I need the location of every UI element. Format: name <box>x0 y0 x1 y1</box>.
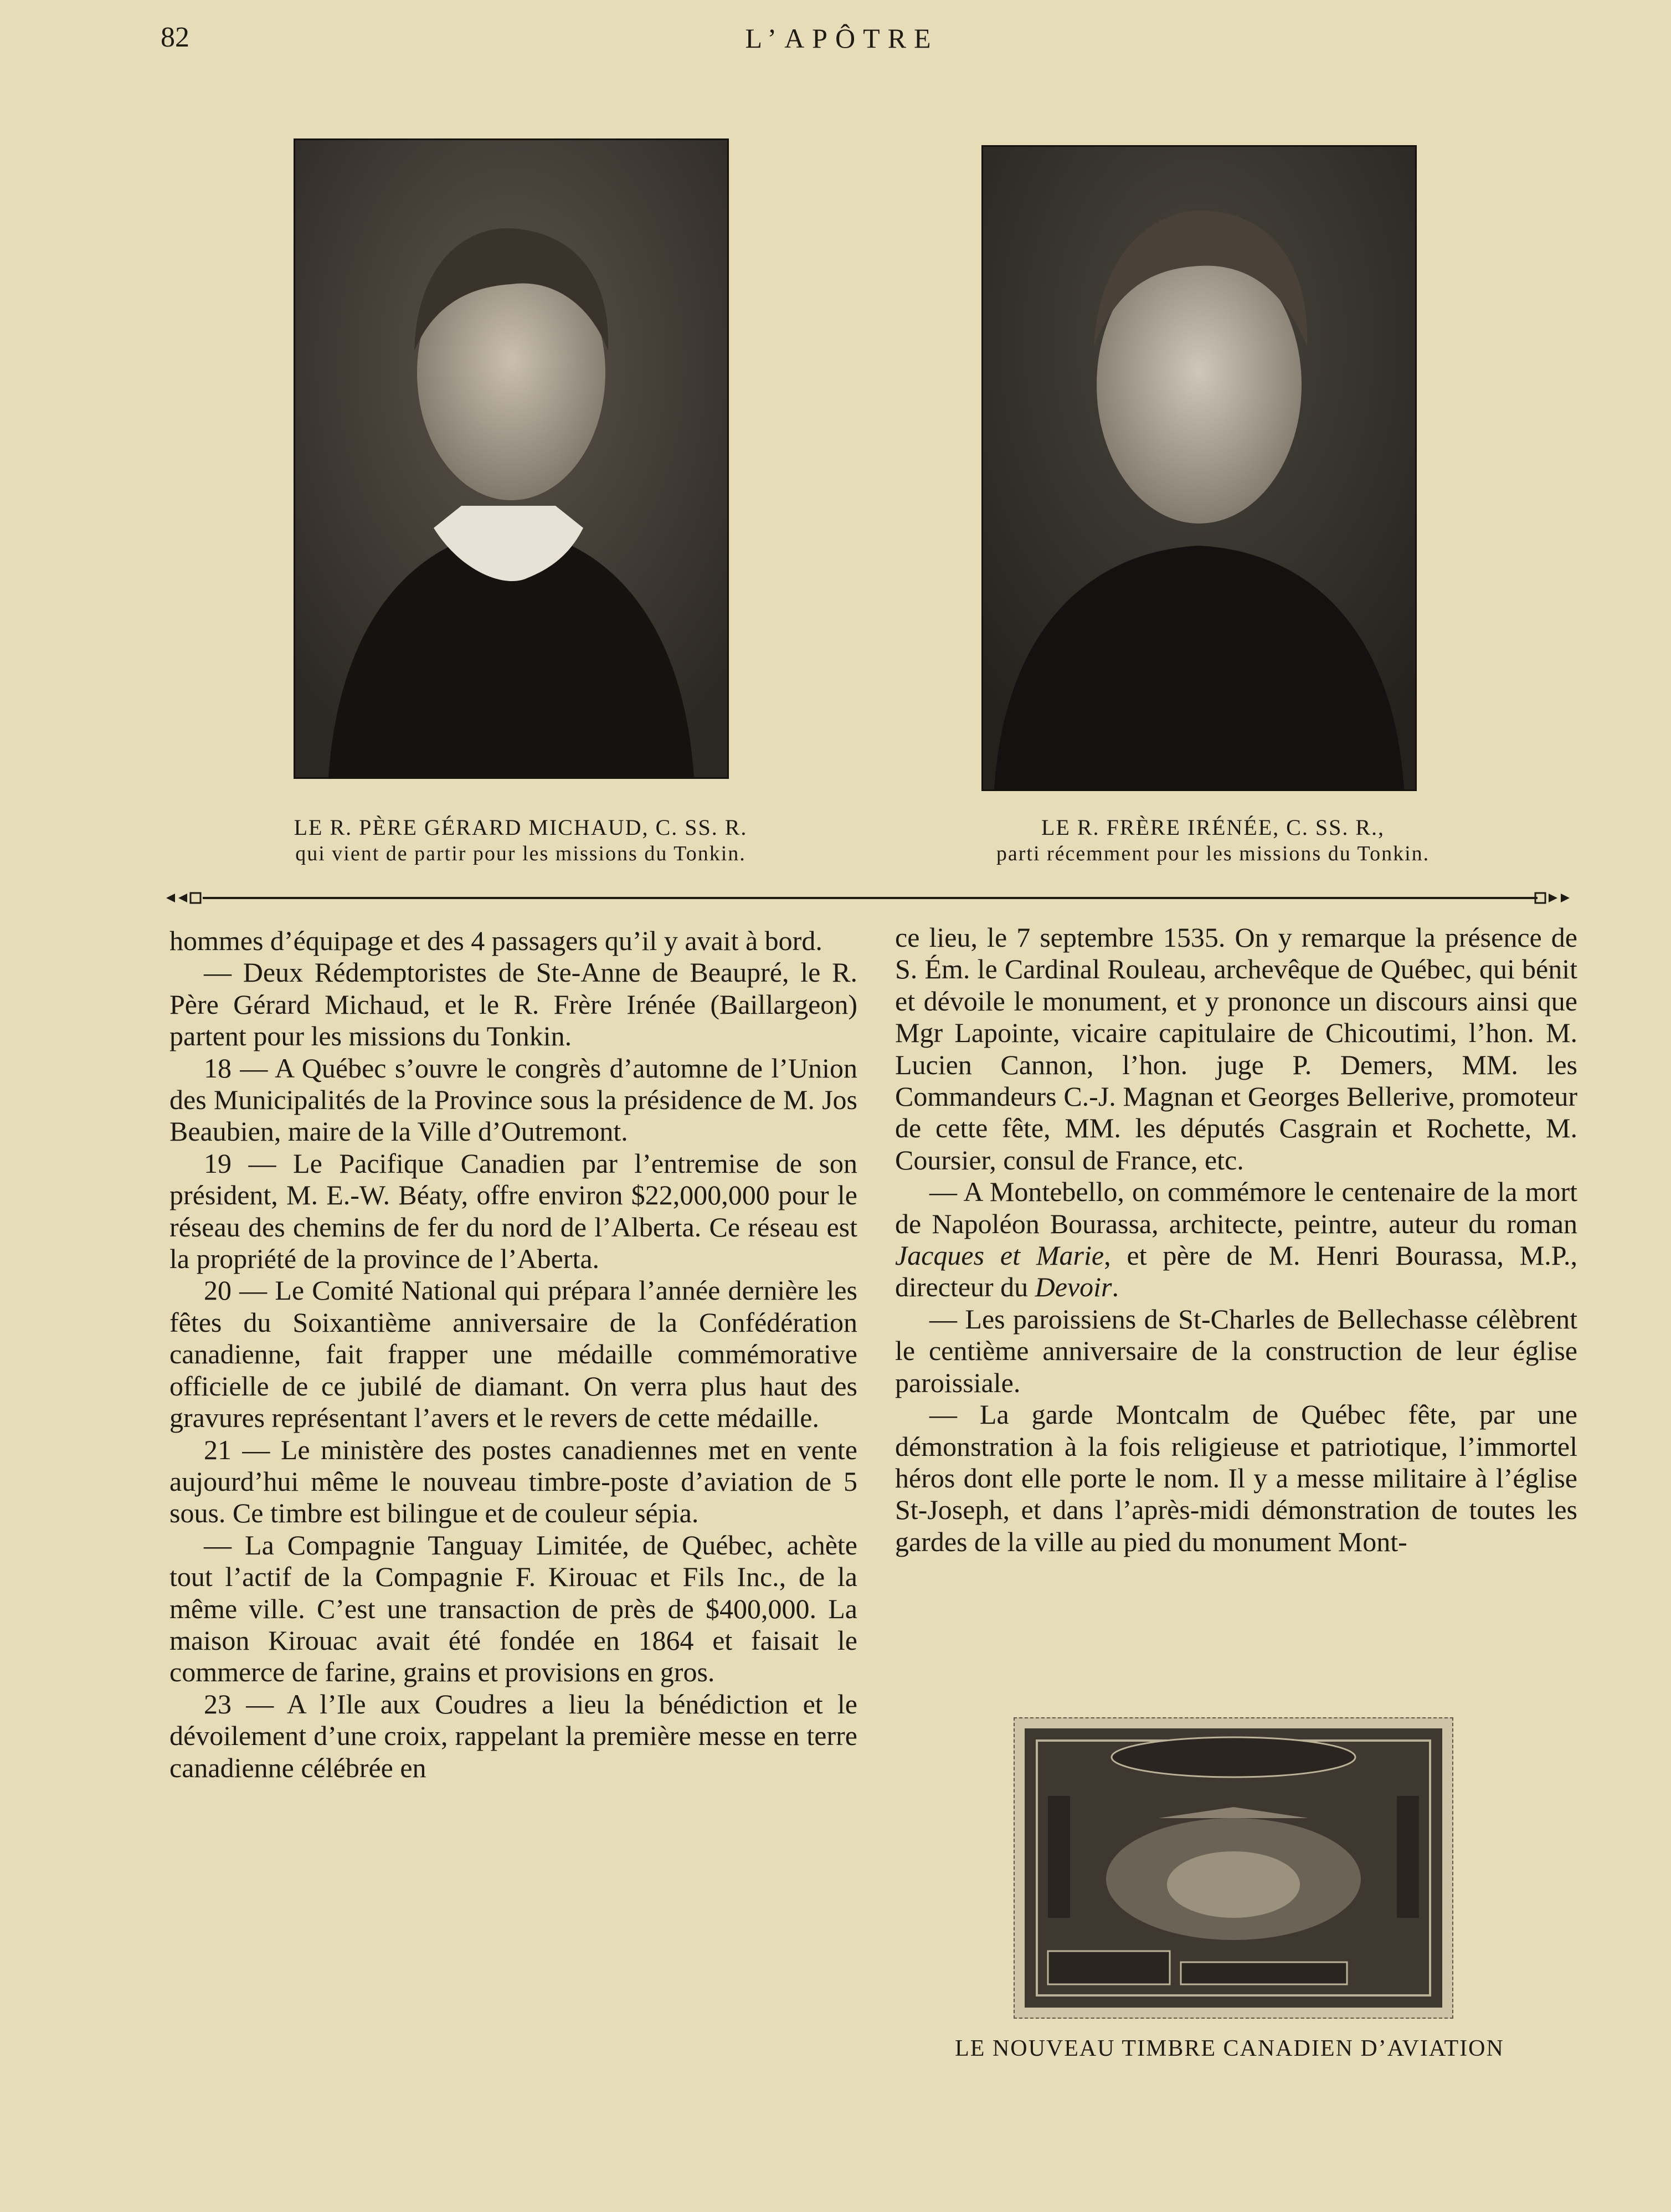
paragraph: 19 — Le Pacifique Canadien par l’entremise de son président, M. E.-W. Béaty, offre environ $22,000,000 pour le réseau des chemins de fer du nord de l’Alberta. Ce réseau est la propriété de la province de l’Aberta. <box>169 1147 857 1275</box>
paragraph: — La Compagnie Tanguay Limitée, de Québec, achète tout l’actif de la Compagnie F. Kirouac et Fils Inc., de la même ville. C’est une transaction de près de $400,000. La maison Kirouac avait été fondée en 1864 et faisait le commerce de farine, grains et provisions en gros. <box>169 1529 857 1688</box>
caption-name: LE R. FRÈRE IRÉNÉE, C. SS. R., <box>1041 815 1385 840</box>
paragraph: — Deux Rédemptoristes de Ste-Anne de Beaupré, le R. Père Gérard Michaud, et le R. Frère Irénée (Baillargeon) partent pour les missions du Tonkin. <box>169 957 857 1052</box>
newspaper-title: Devoir <box>1035 1271 1112 1303</box>
stamp-caption: LE NOUVEAU TIMBRE CANADIEN D’AVIATION <box>955 2036 1504 2061</box>
running-title: L’APÔTRE <box>745 23 939 54</box>
airmail-stamp-image <box>1014 1717 1453 2019</box>
article-column-right <box>895 922 1577 1558</box>
paragraph: 20 — Le Comité National qui prépara l’année dernière les fêtes du Soixantième anniversaire de la Confédération canadienne, fait frapper une médaille commémorative officielle de ce jubilé de diamant. On verra plus haut des gravures représentant l’avers et le revers de cette médaille. <box>169 1275 857 1434</box>
paragraph-bourassa <box>895 1176 1577 1303</box>
paragraph: 21 — Le ministère des postes canadiennes met en vente aujourd’hui même le nouveau timbre-poste d’aviation de 5 sous. Ce timbre est bilingue et de couleur sépia. <box>169 1434 857 1529</box>
paragraph: 18 — A Québec s’ouvre le congrès d’automne de l’Union des Municipalités de la Province sous la présidence de M. Jos Beaubien, maire de la Ville d’Outremont. <box>169 1052 857 1147</box>
page-number: 82 <box>161 22 189 53</box>
caption-subtitle: parti récemment pour les missions du Tonkin. <box>996 842 1430 865</box>
text-span: , et père de M. Henri Bourassa, M.P., directeur du <box>895 1240 1578 1303</box>
paragraph: ce lieu, le 7 septembre 1535. On y remarque la présence de S. Ém. le Cardinal Rouleau, archevêque de Québec, qui bénit et dévoile le monument, et y prononce un discours ainsi que Mgr Lapointe, vicaire capitulaire de Chicoutimi, l’hon. M. Lucien Cannon, l’hon. juge P. Demers, MM. les Commandeurs C.-J. Magnan et Georges Bellerive, promoteur de cette fête, MM. les députés Casgrain et Rochette, M. Coursier, consul de France, etc. <box>895 922 1577 1176</box>
paragraph: — La garde Montcalm de Québec fête, par une démonstration à la fois religieuse et patriotique, l’immortel héros dont elle porte le nom. Il y a messe militaire à l’église St-Joseph, et dans l’après-midi démonstration de toutes les gardes de la ville au pied du monument Mont- <box>895 1399 1577 1557</box>
text-span: . <box>1112 1271 1119 1303</box>
novel-title: Jacques et Marie <box>895 1240 1104 1271</box>
paragraph: — Les paroissiens de St-Charles de Bellechasse célèbrent le centième anniversaire de la construction de leur église paroissiale. <box>895 1303 1577 1398</box>
photo-caption-irenee <box>875 814 1551 866</box>
photo-caption-michaud <box>183 814 858 866</box>
paragraph: hommes d’équipage et des 4 passagers qu’il y avait à bord. <box>169 925 822 956</box>
article-column-left <box>169 925 857 1784</box>
portrait-photo-michaud <box>294 138 729 779</box>
caption-name: LE R. PÈRE GÉRARD MICHAUD, C. SS. R. <box>294 815 748 840</box>
ornamental-divider <box>164 891 1572 905</box>
caption-subtitle: qui vient de partir pour les missions du Tonkin. <box>295 842 746 865</box>
text-span: — A Montebello, on commémore le centenaire de la mort de Napoléon Bourassa, architecte, peintre, auteur du roman <box>895 1176 1577 1239</box>
portrait-photo-irenee <box>981 145 1417 791</box>
paragraph: 23 — A l’Ile aux Coudres a lieu la bénédiction et le dévoilement d’une croix, rappelant la première messe en terre canadienne célébrée en <box>169 1688 857 1783</box>
